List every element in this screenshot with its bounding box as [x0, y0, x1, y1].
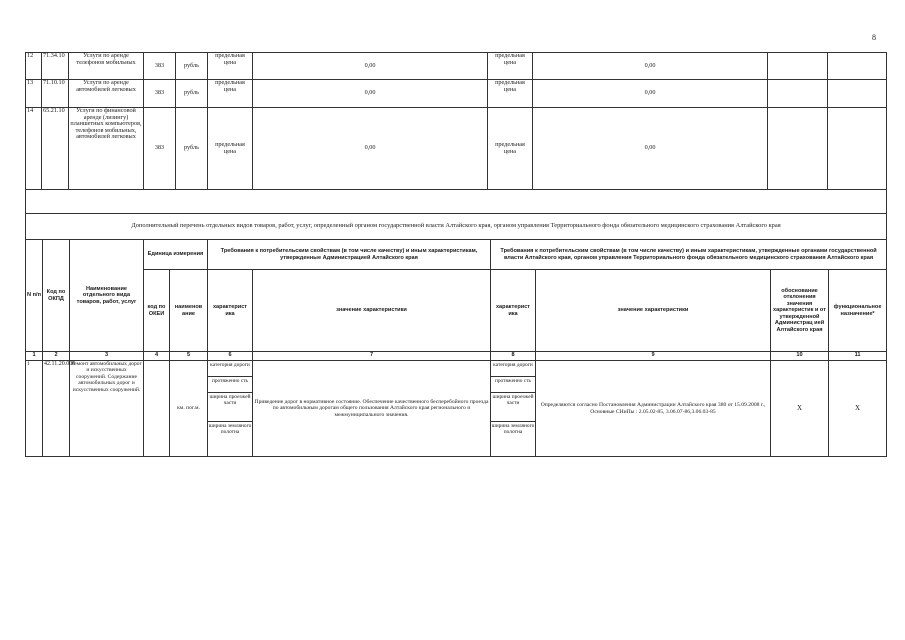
- item-name: Услуги по аренде телефонов мобильных: [69, 53, 144, 80]
- header-unit-name: наименов ание: [170, 270, 208, 352]
- characteristic: протяженно сть: [208, 377, 252, 393]
- table-row: [26, 53, 887, 80]
- header-name: Наименование отдельного вида товаров, работ, услуг: [70, 240, 144, 352]
- column-number: 3: [70, 352, 144, 361]
- header-char-value: значение характеристики: [253, 270, 491, 352]
- characteristic: предельная цена: [208, 53, 253, 80]
- justification-cell: [768, 53, 828, 80]
- okpd-code: 71.10.10: [42, 80, 69, 108]
- unit-name: рубль: [176, 53, 208, 80]
- header-characteristic: характерист ика: [208, 270, 253, 352]
- row-number: 14: [26, 108, 42, 190]
- characteristic-right: протяженно сть: [491, 377, 535, 393]
- header-justification: обоснование отклонения значения характеристик и от утвержденной Администрац ией Алтайского края: [771, 270, 829, 352]
- services-table: [25, 52, 887, 190]
- characteristics-right: [491, 361, 536, 457]
- okei-code: 383: [144, 53, 176, 80]
- function-value: Х: [829, 361, 887, 457]
- empty-row: [26, 190, 887, 214]
- column-number: 10: [771, 352, 829, 361]
- justification-cell: [768, 80, 828, 108]
- section-title: Дополнительный перечень отдельных видов товаров, работ, услуг, определенный органом государственной власти Алтайского края, органом управления Территориального фонда обязательного медицинского страхования Алтайского края: [26, 214, 887, 240]
- column-number: 1: [26, 352, 43, 361]
- characteristic: предельная цена: [208, 108, 253, 190]
- characteristic-right: предельная цена: [488, 80, 533, 108]
- row-number: 1: [26, 361, 43, 457]
- okpd-code: 42.11.20.000: [43, 361, 70, 457]
- function-cell: [828, 80, 887, 108]
- characteristics-left: [208, 361, 253, 457]
- header-req-left: Требования к потребительским свойствам (в том числе качеству) и иным характеристикам, утвержденные Администрацией Алтайского края: [208, 240, 491, 270]
- column-number: 4: [144, 352, 170, 361]
- column-number: 8: [491, 352, 536, 361]
- section-title-row: [26, 214, 887, 240]
- table-row: [26, 361, 887, 457]
- unit-name: рубль: [176, 108, 208, 190]
- column-number: 6: [208, 352, 253, 361]
- header-okei: код по ОКЕИ: [144, 270, 170, 352]
- header-req-right: Требования к потребительским свойствам (в том числе качеству) и иным характеристикам, утвержденные органами государственной власти Алтайского края, органом управления Территориального фонда обязательного медицинского страхования Алтайского края: [491, 240, 887, 270]
- okpd-code: 71.34.10: [42, 53, 69, 80]
- justification-value: Х: [771, 361, 829, 457]
- column-number: 9: [536, 352, 771, 361]
- table-row: [26, 108, 887, 190]
- header-characteristic-right: характерист ика: [491, 270, 536, 352]
- characteristic-right: ширина проезжей части: [491, 393, 535, 422]
- characteristic-right: предельная цена: [488, 108, 533, 190]
- char-value-right: Определяются согласно Постановления Администрации Алтайского края 380 от 15.09.2008 г., Основные СНиПы : 2.05.02-85, 3.06.07-86,3.06.03-85: [536, 361, 771, 457]
- char-value-right: 0,00: [533, 80, 768, 108]
- okei-code: 383: [144, 108, 176, 190]
- header-char-value-right: значение характеристики: [536, 270, 771, 352]
- function-cell: [828, 53, 887, 80]
- char-value: 0,00: [253, 53, 488, 80]
- okei-code: 383: [144, 80, 176, 108]
- additional-list-table: [25, 189, 887, 457]
- row-number: 12: [26, 53, 42, 80]
- characteristic: ширина земляного полотна: [208, 423, 252, 435]
- okpd-code: 65.21.10: [42, 108, 69, 190]
- row-number: 13: [26, 80, 42, 108]
- spacer-row: [26, 190, 887, 214]
- char-value-right: 0,00: [533, 53, 768, 80]
- column-numbers-row: [26, 352, 887, 361]
- header-row-1: [26, 240, 887, 270]
- item-name: Услуги по аренде автомобилей легковых: [69, 80, 144, 108]
- column-number: 11: [829, 352, 887, 361]
- char-value: 0,00: [253, 80, 488, 108]
- char-value-right: 0,00: [533, 108, 768, 190]
- char-value: 0,00: [253, 108, 488, 190]
- table-row: [26, 80, 887, 108]
- page-number: 8: [872, 33, 876, 42]
- column-number: 7: [253, 352, 491, 361]
- header-row-2: [26, 270, 887, 352]
- column-number: 2: [43, 352, 70, 361]
- unit-name: км. пог.м.: [170, 361, 208, 457]
- okei-code: [144, 361, 170, 457]
- justification-cell: [768, 108, 828, 190]
- characteristic: предельная цена: [208, 80, 253, 108]
- item-name: Ремонт автомобильных дорог и искусственных сооружений. Содержание автомобильных дорог и искусственных сооружений.: [70, 361, 144, 457]
- characteristic-right: категория дороги: [491, 361, 535, 377]
- function-cell: [828, 108, 887, 190]
- header-num: N п/п: [26, 240, 43, 352]
- char-value: Приведение дорог в нормативное состояние. Обеспечение качественного бесперебойного проезда по автомобильным дорогам общего пользования Алтайского края регионального и межмуниципального значения.: [253, 361, 491, 457]
- characteristic: ширина проезжей части: [208, 393, 252, 422]
- header-function: функциональное назначение*: [829, 270, 887, 352]
- unit-name: рубль: [176, 80, 208, 108]
- characteristic: категория дороги: [208, 361, 252, 377]
- column-number: 5: [170, 352, 208, 361]
- header-okpd: Код по ОКПД: [43, 240, 70, 352]
- item-name: Услуги по финансовой аренде (лизингу) планшетных компьютеров, телефонов мобильных, автомобилей легковых: [69, 108, 144, 190]
- header-unit-group: Единица измерения: [144, 240, 208, 270]
- characteristic-right: ширина земляного полотна: [491, 423, 535, 435]
- characteristic-right: предельная цена: [488, 53, 533, 80]
